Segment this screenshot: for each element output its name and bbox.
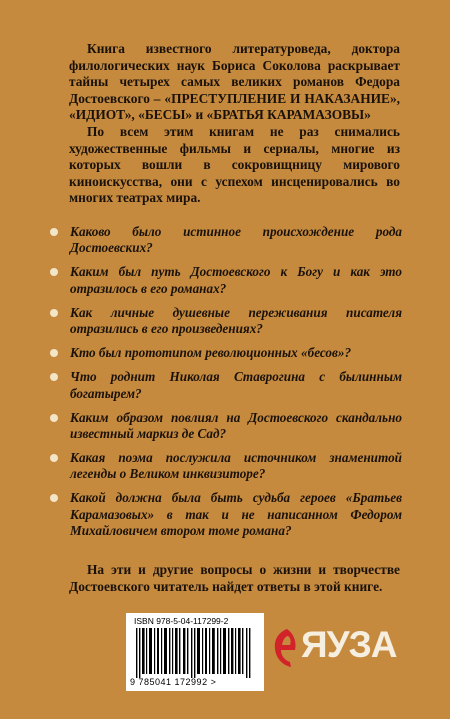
question-text: Какая поэма послужила источником знаменитой легенды о Великом инквизиторе? (70, 450, 402, 482)
question-text: Как личные душевные переживания писателя отразились в его произведениях? (70, 304, 402, 337)
question-text: Что роднит Николая Ставрогина с былинным богатырем? (70, 369, 402, 401)
barcode-digits: 9 785041 172992 > (130, 677, 217, 687)
intro-paragraph-1: Книга известного литературоведа, доктора филологических наук Бориса Соколова раскрывает тайны четырех самых великих романов Федора Достоевского – «ПРЕСТУПЛЕНИЕ И НАКАЗАНИЕ», «ИДИОТ», «БЕСЫ» и «БРАТЬЯ КАРАМАЗОВЫ» (69, 41, 400, 123)
outro-text (69, 562, 400, 595)
isbn-label: ISBN 978-5-04-117299-2 (134, 616, 229, 626)
bullet-icon (50, 228, 58, 236)
question-text: Какой должна была быть судьба героев «Братьев Карамазовых» в так и не написанном Федором Михайловичем втором томе романа? (70, 490, 402, 539)
question-text: Кто был прототипом революционных «бесов»? (70, 345, 352, 361)
barcode-icon (136, 628, 254, 678)
bullet-icon (50, 309, 58, 317)
intro-text (69, 41, 400, 207)
bullet-icon (50, 349, 58, 357)
intro-paragraph-2: По всем этим книгам не раз снимались художественные фильмы и сериалы, многие из которых вошли в сокровищницу мирового киноискусства, они с успехом инсценировались во многих театрах мира. (69, 123, 400, 206)
question-item (48, 264, 402, 297)
barcode-panel (126, 613, 264, 691)
question-item (48, 410, 402, 443)
question-item (48, 224, 402, 257)
publisher-logo: ЯУЗА (301, 624, 397, 665)
outro-paragraph: На эти и другие вопросы о жизни и творчестве Достоевского читатель найдет ответы в этой книге. (69, 562, 400, 594)
bullet-icon (50, 268, 58, 276)
publisher-e-logo-icon (273, 627, 301, 669)
question-text: Каким был путь Достоевского к Богу и как это отразилось в его романах? (70, 264, 402, 296)
bullet-icon (50, 414, 58, 422)
question-item (48, 305, 402, 338)
question-item (48, 450, 402, 483)
bullet-icon (50, 494, 58, 502)
question-item (48, 369, 402, 402)
question-text: Каково было истинное происхождение рода Достоевских? (70, 224, 402, 256)
bullet-icon (50, 373, 58, 381)
question-item (48, 490, 402, 539)
question-item (48, 345, 402, 361)
bullet-icon (50, 454, 58, 462)
question-list (48, 224, 402, 547)
question-text: Каким образом повлиял на Достоевского скандально известный маркиз де Сад? (70, 409, 402, 442)
